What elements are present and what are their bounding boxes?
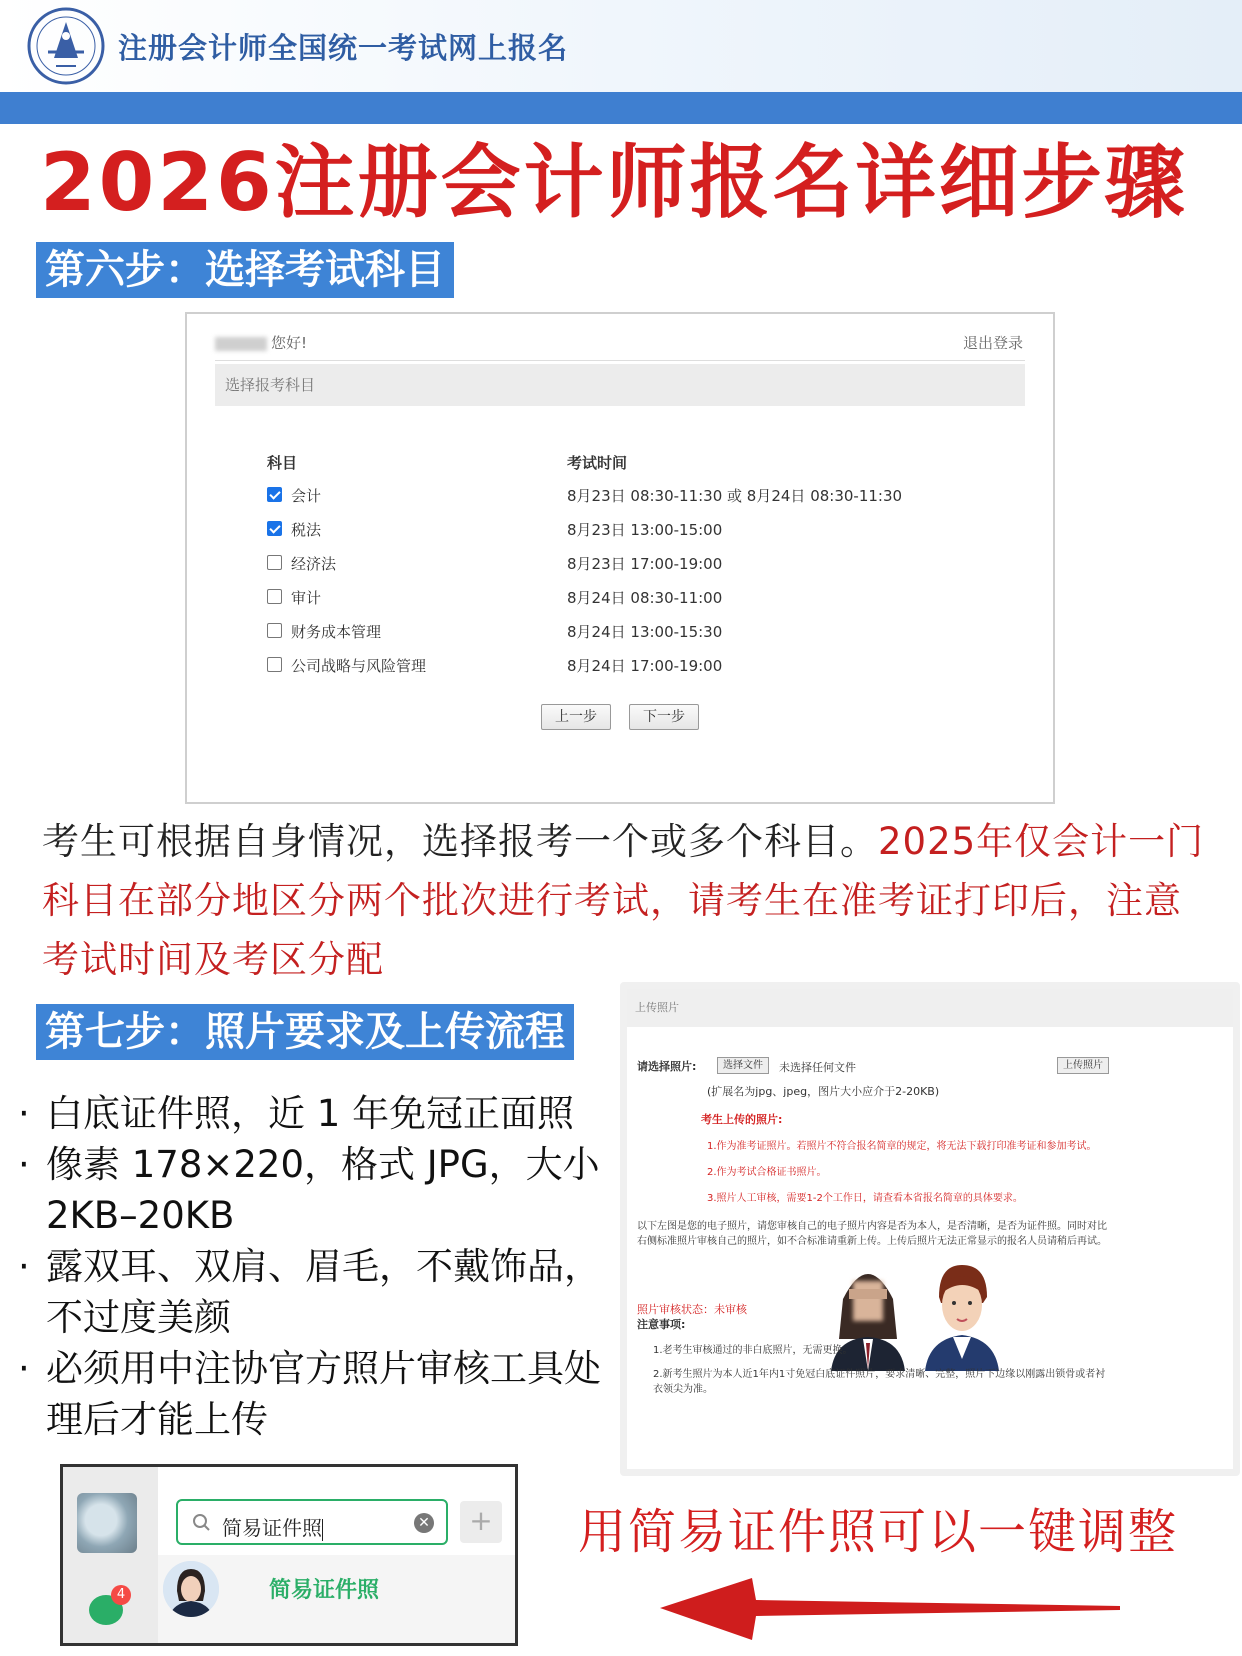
subject-select-screenshot xyxy=(185,312,1055,804)
note-black: 考生可根据自身情况，选择报考一个或多个科目。 xyxy=(42,820,878,863)
miniprogram-avatar xyxy=(163,1561,219,1617)
subject-name: 税法 xyxy=(291,521,322,539)
list-item: · 白底证件照，近 1 年免冠正面照 xyxy=(14,1088,614,1139)
clear-icon[interactable]: ✕ xyxy=(414,1513,434,1533)
choose-photo-label: 请选择照片: xyxy=(637,1060,697,1073)
review-status: 照片审核状态：未审核 xyxy=(637,1303,747,1316)
list-item: · 露双耳、双肩、眉毛，不戴饰品，不过度美颜 xyxy=(14,1241,614,1343)
subject-checkbox[interactable] xyxy=(267,555,282,570)
next-step-button[interactable]: 下一步 xyxy=(629,704,699,730)
no-file-text: 未选择任何文件 xyxy=(779,1061,856,1074)
search-icon xyxy=(192,1513,212,1533)
col-subject: 科目 xyxy=(267,454,298,472)
note-red: 2025年仅会计一门科目在部分地区分两个批次进行考试，请考生在准考证打印后，注意考试时间及考区分配 xyxy=(42,820,1205,981)
subject-name: 经济法 xyxy=(291,555,337,573)
unread-badge: 4 xyxy=(111,1585,131,1605)
step7-label: 第七步：照片要求及上传流程 xyxy=(36,1004,574,1060)
choose-file-button[interactable]: 选择文件 xyxy=(717,1057,769,1074)
list-item: · 像素 178×220，格式 JPG，大小 2KB–20KB xyxy=(14,1139,614,1241)
exam-time: 8月24日 13:00-15:30 xyxy=(567,623,723,641)
subject-checkbox[interactable] xyxy=(267,623,282,638)
step6-label: 第六步：选择考试科目 xyxy=(36,242,454,298)
prev-step-button[interactable]: 上一步 xyxy=(541,704,611,730)
exam-time: 8月24日 17:00-19:00 xyxy=(567,657,723,675)
wechat-search-snippet xyxy=(60,1464,518,1646)
exam-time: 8月23日 13:00-15:00 xyxy=(567,521,723,539)
note-item: 1.老考生审核通过的非白底照片，无需更换。 xyxy=(653,1345,853,1356)
exam-time: 8月23日 08:30-11:30 或 8月24日 08:30-11:30 xyxy=(567,487,903,505)
miniprogram-name[interactable]: 简易证件照 xyxy=(269,1578,380,1603)
upload-title-bar: 上传照片 xyxy=(627,989,1233,1027)
search-input[interactable] xyxy=(176,1499,448,1545)
divider xyxy=(215,360,1025,361)
exam-time: 8月23日 17:00-19:00 xyxy=(567,555,723,573)
subject-row[interactable] xyxy=(267,550,1007,576)
add-button[interactable]: + xyxy=(460,1501,502,1543)
header-blue-bar xyxy=(0,92,1242,124)
subject-row[interactable] xyxy=(267,516,1007,542)
subject-name: 公司战略与风险管理 xyxy=(291,657,427,675)
subject-checkbox[interactable] xyxy=(267,487,282,502)
list-item: · 必须用中注协官方照片审核工具处理后才能上传 xyxy=(14,1343,614,1445)
notes-title: 注意事项: xyxy=(637,1318,686,1331)
subject-row[interactable] xyxy=(267,584,1007,610)
use-item: 3.照片人工审核，需要1-2个工作日，请查看本省报名简章的具体要求。 xyxy=(707,1193,1023,1204)
photo-upload-screenshot xyxy=(620,982,1240,1476)
photo-requirements-list xyxy=(14,1088,614,1445)
subject-checkbox[interactable] xyxy=(267,657,282,672)
upload-photo-button[interactable]: 上传照片 xyxy=(1057,1057,1109,1074)
subject-row[interactable] xyxy=(267,652,1007,678)
site-header xyxy=(0,0,1242,92)
note-item: 2.新考生照片为本人近1年内1寸免冠白底证件照片，要求清晰、完整，照片下边缘以刚露出锁骨或者衬 xyxy=(653,1369,1106,1380)
section-title-bar: 选择报考科目 xyxy=(215,364,1025,406)
subject-row[interactable] xyxy=(267,482,1007,508)
logout-link[interactable]: 退出登录 xyxy=(962,334,1023,352)
cicpa-logo-icon xyxy=(26,6,106,86)
subject-checkbox[interactable] xyxy=(267,521,282,536)
left-arrow-icon xyxy=(660,1570,1120,1644)
user-avatar[interactable] xyxy=(77,1493,137,1553)
ext-hint: (扩展名为jpg、jpeg，图片大小应介于2-20KB) xyxy=(707,1085,940,1098)
wechat-sidebar xyxy=(63,1467,158,1643)
exam-time: 8月24日 08:30-11:00 xyxy=(567,589,723,607)
site-title: 注册会计师全国统一考试网上报名 xyxy=(118,31,569,65)
callout-text: 用简易证件照可以一键调整 xyxy=(578,1504,1179,1560)
subject-name: 财务成本管理 xyxy=(291,623,382,641)
blurred-username xyxy=(215,337,267,351)
photo-desc-line: 以下左图是您的电子照片，请您审核自己的电子照片内容是否为本人，是否清晰，是否为证件照。同时对比 xyxy=(637,1221,1107,1232)
subject-row[interactable] xyxy=(267,618,1007,644)
page-title: 2026注册会计师报名详细步骤 xyxy=(40,136,1188,229)
use-item: 2.作为考试合格证书照片。 xyxy=(707,1167,827,1178)
note-item-cont: 衣领尖为准。 xyxy=(653,1384,713,1395)
search-text: 简易证件照 xyxy=(222,1516,322,1540)
uses-title: 考生上传的照片: xyxy=(701,1113,783,1126)
standard-sample-photo xyxy=(919,1259,1005,1371)
subject-checkbox[interactable] xyxy=(267,589,282,604)
subject-name: 审计 xyxy=(291,589,322,607)
col-time: 考试时间 xyxy=(567,454,628,472)
use-item: 1.作为准考证照片。若照片不符合报名简章的规定，将无法下载打印准考证和参加考试。 xyxy=(707,1141,1097,1152)
step6-note xyxy=(42,812,1212,989)
subject-name: 会计 xyxy=(291,487,322,505)
photo-desc-line: 右侧标准照片审核自己的照片，如不合标准请重新上传。上传后照片无法正常显示的报名人员请稍后再试。 xyxy=(637,1236,1107,1247)
greeting: 您好! xyxy=(215,332,307,353)
